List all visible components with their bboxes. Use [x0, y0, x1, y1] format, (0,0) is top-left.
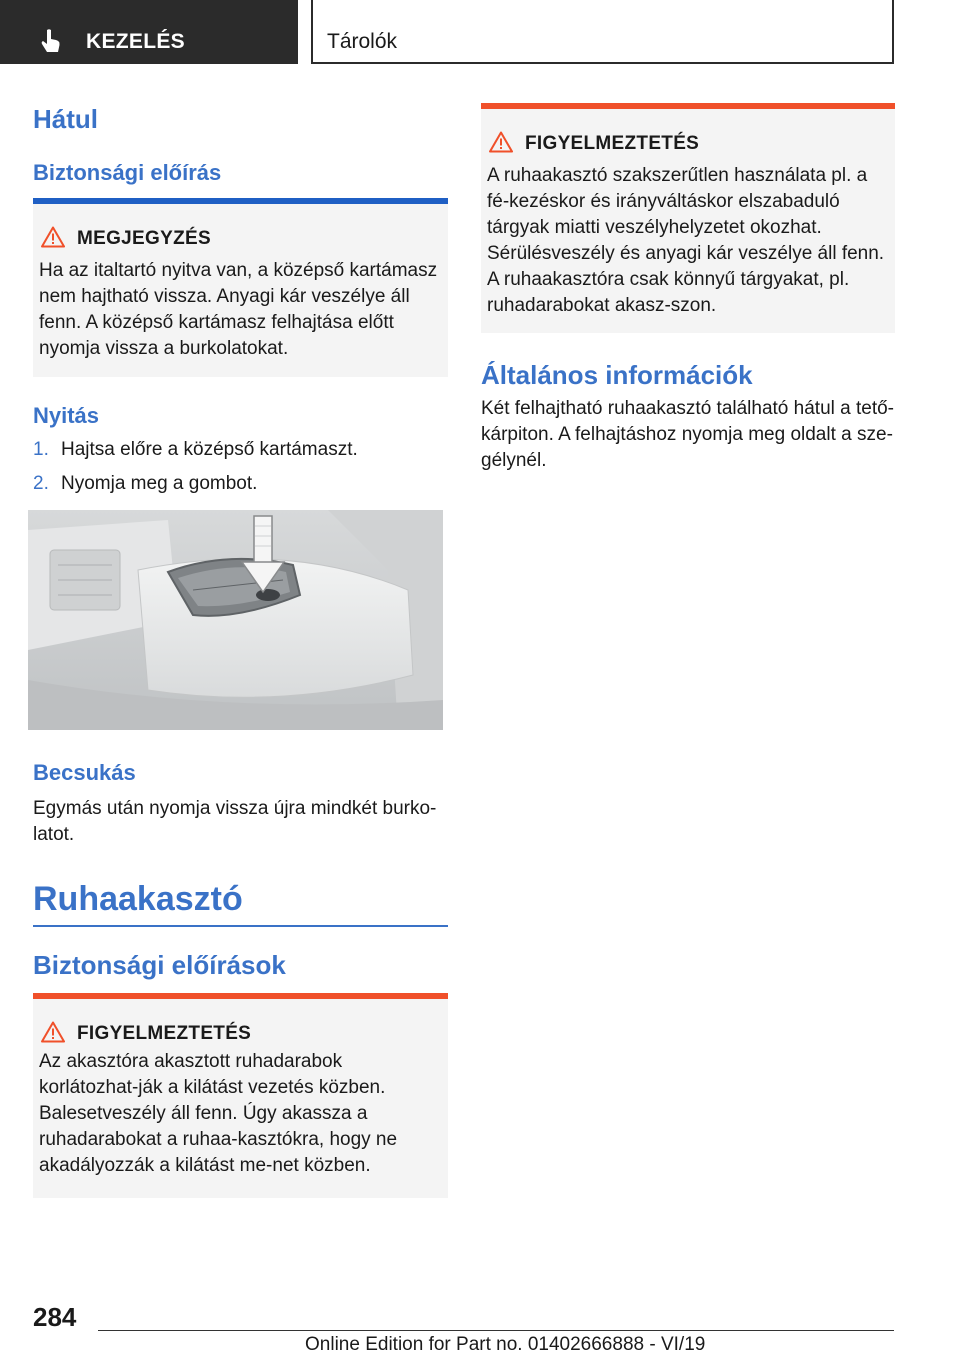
- edition-note: Online Edition for Part no. 01402666888 - VI/19: [305, 1334, 706, 1355]
- close-text: Egymás után nyomja vissza újra mindkét burko-latot.: [33, 798, 437, 845]
- step-text: Hajtsa előre a középső kartámaszt.: [61, 439, 358, 460]
- step-number: 2.: [33, 473, 49, 494]
- section-tab[interactable]: [0, 0, 298, 64]
- chapter-title: Tárolók: [327, 30, 398, 53]
- general-text: Két felhajtható ruhaakasztó található hátul a tető-kárpiton. A felhajtáshoz nyomja meg oldalt a sze-gélynél.: [481, 398, 894, 471]
- step-item: [33, 437, 443, 471]
- chapter-header: [311, 0, 894, 64]
- notice-title: FIGYELMEZTETÉS: [525, 133, 700, 154]
- notice-text: Ha az italtartó nyitva van, a középső kartámasz nem hajtható vissza. Anyagi kár veszélye áll fenn. A középső kartámasz felhajtása előtt nyomja vissza a burkolatokat.: [39, 260, 438, 359]
- notice-text: Az akasztóra akasztott ruhadarabok korlátozhat-ják a kilátást vezetés közben. Balesetveszély áll fenn. Úgy akassza a ruhadarabokat a ruhaa-kasztókra, hogy ne akadályozzák a kilátást me-net közben.: [39, 1051, 398, 1176]
- warning-triangle-icon: [41, 1021, 65, 1043]
- heading-open: Nyitás: [33, 403, 100, 428]
- armrest-illustration: [28, 510, 443, 730]
- step-item: [33, 471, 443, 505]
- notice-megjegyzes: [33, 198, 448, 377]
- step-text: Nyomja meg a gombot.: [61, 473, 258, 494]
- heading-safety: Biztonsági előírás: [33, 160, 222, 185]
- notice-figyelmeztetes-right: [481, 103, 895, 333]
- hand-pointer-icon: [38, 28, 64, 54]
- heading-rule: [33, 925, 448, 927]
- footer-rule: [98, 1330, 894, 1331]
- page-number: 284: [33, 1302, 77, 1332]
- heading-hanger: Ruhaakasztó: [33, 880, 243, 918]
- steps-list: [33, 437, 443, 505]
- heading-close: Becsukás: [33, 760, 136, 785]
- section-tab-label: KEZELÉS: [86, 30, 185, 53]
- notice-title: FIGYELMEZTETÉS: [77, 1023, 252, 1044]
- notice-text: A ruhaakasztó szakszerűtlen használata pl. a fé-kezéskor és irányváltáskor elszabaduló tárgyak miatti veszélyhelyzetet okozhat. Sérülésveszély és anyagi kár veszélye áll fenn. A ruhaakasztóra csak könnyű tárgyakat, pl. ruhadarabokat akasz-szon.: [487, 165, 885, 316]
- notice-bar: [481, 103, 895, 109]
- warning-triangle-icon: [489, 131, 513, 153]
- notice-bar: [33, 198, 448, 204]
- notice-figyelmeztetes-left: [33, 993, 448, 1198]
- heading-hatul: Hátul: [33, 104, 98, 134]
- notice-bar: [33, 993, 448, 999]
- notice-title: MEGJEGYZÉS: [77, 228, 211, 249]
- step-number: 1.: [33, 439, 49, 460]
- heading-general: Általános információk: [481, 360, 753, 390]
- warning-triangle-icon: [41, 226, 65, 248]
- heading-safety2: Biztonsági előírások: [33, 950, 286, 980]
